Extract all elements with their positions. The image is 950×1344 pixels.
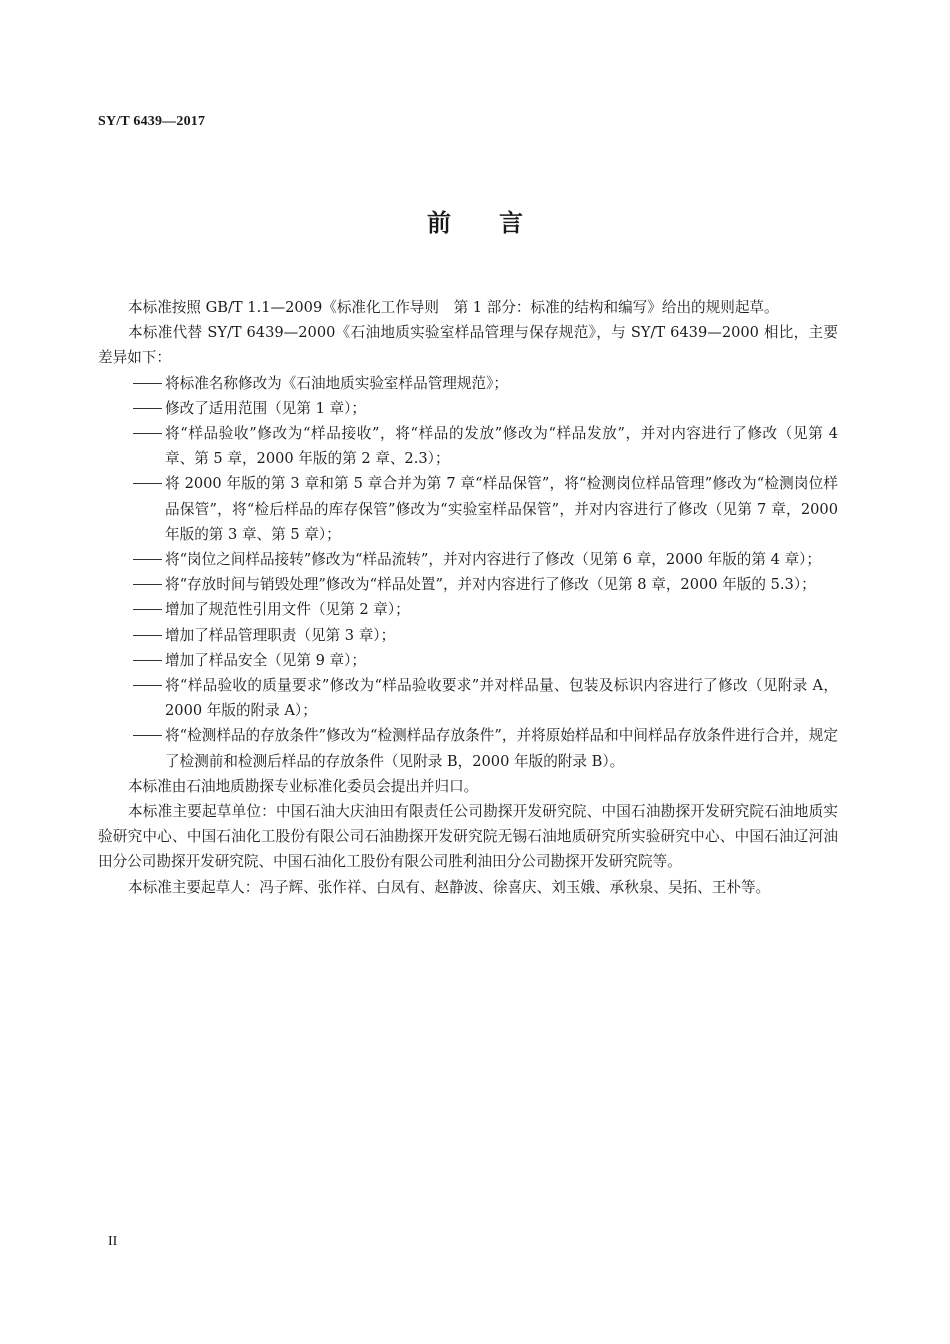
change-item <box>98 396 838 421</box>
change-item <box>98 421 838 471</box>
change-item <box>98 723 838 773</box>
change-item-text: 将“岗位之间样品接转”修改为“样品流转”，并对内容进行了修改（见第 6 章，2000 年版的第 4 章）； <box>165 551 822 569</box>
change-item <box>98 371 838 396</box>
change-item-text: 将标准名称修改为《石油地质实验室样品管理规范》； <box>165 374 508 392</box>
proposer-paragraph: 本标准由石油地质勘探专业标准化委员会提出并归口。 <box>128 777 479 795</box>
standard-code: SY/T 6439—2017 <box>98 114 206 129</box>
change-item-text: 修改了适用范围（见第 1 章）； <box>165 399 366 417</box>
change-item <box>98 547 838 572</box>
change-item-text: 将“检测样品的存放条件”修改为“检测样品存放条件”，并将原始样品和中间样品存放条件进行合并，规定了检测前和检测后样品的存放条件（见附录 B，2000 年版的附录 B）。 <box>165 727 838 770</box>
page-title: 前言 <box>427 208 571 237</box>
drafting-units-paragraph: 本标准主要起草单位：中国石油大庆油田有限责任公司勘探开发研究院、中国石油勘探开发研究院石油地质实验研究中心、中国石油化工股份有限公司石油勘探开发研究院无锡石油地质研究所实验研究中心、中国石油辽河油田分公司勘探开发研究院、中国石油化工股份有限公司胜利油田分公司勘探开发研究院等。 <box>98 803 838 871</box>
intro-paragraph: 本标准代替 SY/T 6439—2000《石油地质实验室样品管理与保存规范》，与 SY/T 6439—2000 相比，主要差异如下： <box>98 324 838 367</box>
change-item-text: 增加了样品管理职责（见第 3 章）； <box>165 626 396 644</box>
change-item-text: 增加了规范性引用文件（见第 2 章）； <box>165 601 410 619</box>
change-list <box>98 371 838 774</box>
change-item-text: 将“样品验收的质量要求”修改为“样品验收要求”并对样品量、包装及标识内容进行了修改（见附录 A，2000 年版的附录 A）； <box>165 677 838 720</box>
page-number: II <box>108 1234 118 1249</box>
change-item <box>98 572 838 597</box>
drafters-paragraph: 本标准主要起草人：冯子辉、张作祥、白凤有、赵静波、徐喜庆、刘玉娥、承秋泉、吴拓、王朴等。 <box>128 878 771 896</box>
change-item <box>98 648 838 673</box>
foreword-body <box>98 295 838 900</box>
change-item-text: 增加了样品安全（见第 9 章）； <box>165 651 366 669</box>
change-item-text: 将“存放时间与销毁处理”修改为“样品处置”，并对内容进行了修改（见第 8 章，2000 年版的 5.3）； <box>165 576 816 594</box>
change-item <box>98 623 838 648</box>
change-item-text: 将 2000 年版的第 3 章和第 5 章合并为第 7 章“样品保管”，将“检测岗位样品管理”修改为“检测岗位样品保管”，将“检后样品的库存保管”修改为“实验室样品保管”，并对内容进行了修改（见第 7 章，2000 年版的第 3 章、第 5 章）； <box>165 475 838 543</box>
intro-paragraph: 本标准按照 GB/T 1.1—2009《标准化工作导则 第 1 部分：标准的结构和编写》给出的规则起草。 <box>128 299 779 316</box>
change-item <box>98 471 838 547</box>
change-item <box>98 597 838 622</box>
change-item-text: 将“样品验收”修改为“样品接收”，将“样品的发放”修改为“样品发放”，并对内容进行了修改（见第 4 章、第 5 章，2000 年版的第 2 章、2.3）； <box>165 425 838 468</box>
change-item <box>98 673 838 723</box>
